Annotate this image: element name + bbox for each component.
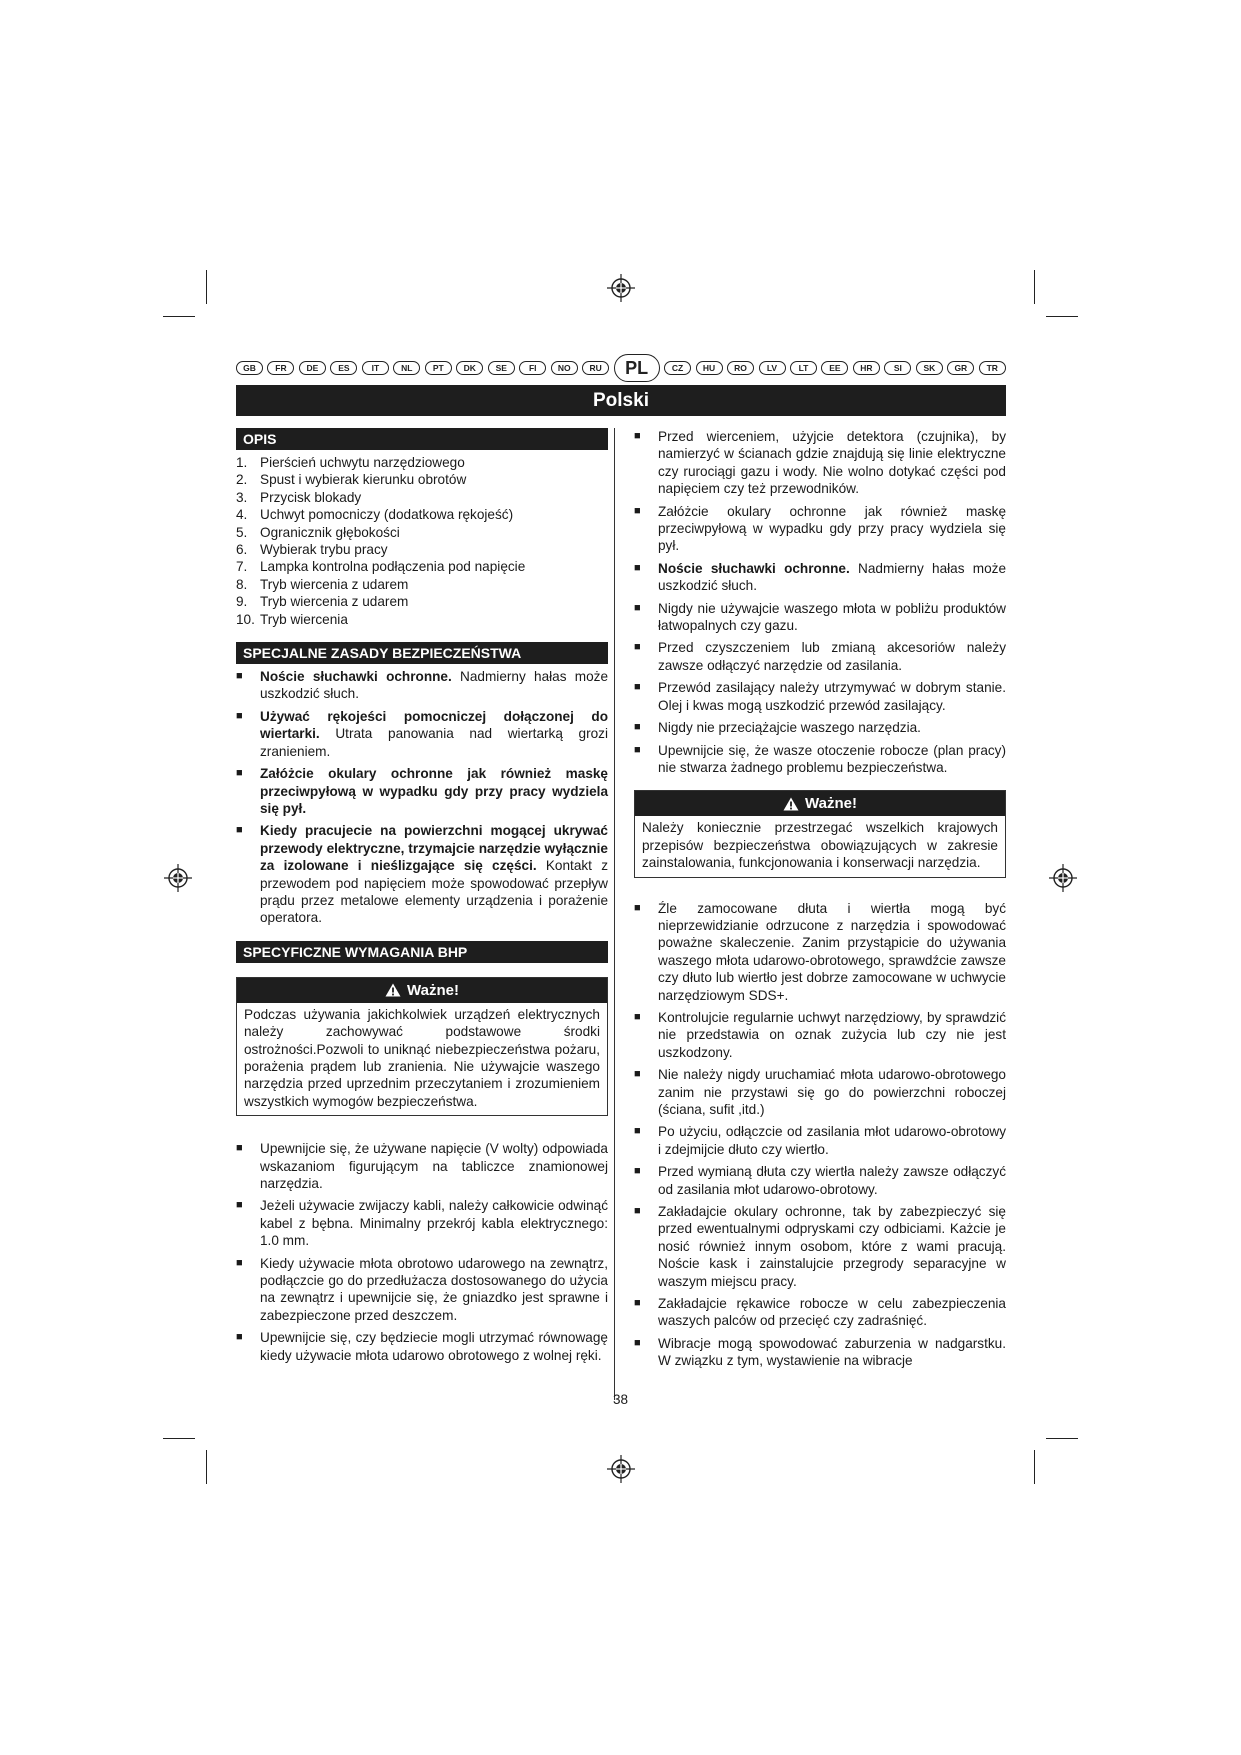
list-item: 2. Spust i wybierak kierunku obrotów [236,472,467,488]
language-pill: GB [236,361,263,375]
page-title: Polski [236,385,1006,416]
list-item: ■ Kiedy używacie młota obrotowo udarowego na zewnątrz, podłączcie go do przedłużacza dostosowanego do użycia na zewnątrz i upewnijcie się, że gniazdko jest sprawne i zabezpieczone przed deszczem. [236,1255,608,1323]
language-bar [236,354,1006,382]
column-divider [614,428,615,1400]
section-heading-special-rules: SPECJALNE ZASADY BEZPIECZEŃSTWA [236,642,608,664]
language-pill: CZ [664,361,691,375]
registration-mark-icon [607,274,635,302]
list-item: ■ Nie należy nigdy uruchamiać młota udarowo-obrotowego zanim nie przystawi się go do powierzchni roboczej (ściana, sufit ,itd.) [634,1067,1006,1117]
list-item: ■ Upewnijcie się, czy będziecie mogli utrzymać równowagę kiedy używacie młota udarowo obrotowego z wolnej ręki. [236,1330,608,1363]
list-item: 9. Tryb wiercenia z udarem [236,594,409,610]
list-item: 7. Lampka kontrolna podłączenia pod napięcie [236,559,526,575]
registration-mark-icon [1049,864,1077,892]
language-pill: PT [425,361,452,375]
crop-mark [1034,1450,1035,1484]
language-pill: DE [299,361,326,375]
language-pill: ES [330,361,357,375]
language-pill: HU [696,361,723,375]
list-item: ■ Kontrolujcie regularnie uchwyt narzędziowy, by sprawdzić nie przedstawia on oznak zużycia lub czy nie jest uszkodzony. [634,1009,1006,1060]
list-item: ■ Upewnijcie się, że używane napięcie (V wolty) odpowiada wskazaniom figurującym na tabliczce znamionowej narzędzia. [236,1141,608,1191]
list-item: 8. Tryb wiercenia z udarem [236,576,409,592]
list-item: ■ Źle zamocowane dłuta i wiertła mogą być nieprzewidzianie odrzucone z narzędzia i spowodować poważne skaleczenie. Zanim przystąpicie do używania waszego młota udarowo-obrotowego, sprawdźcie zawsze czy dłuto lub wiertło jest dobrze zamocowane w uchwycie narzędziowym SDS+. [634,900,1006,1003]
list-item: ■ Przed czyszczeniem lub zmianą akcesoriów należy zawsze odłączyć narzędzie od zasilania. [634,640,1006,673]
page-number: 38 [612,1392,629,1407]
section-heading-bhp: SPECYFICZNE WYMAGANIA BHP [236,941,608,963]
language-pill: EE [821,361,848,375]
list-item: ■ Przewód zasilający należy utrzymywać w dobrym stanie. Olej i kwas mogą uszkodzić przewód zasilający. [634,680,1006,713]
list-item: ■ Zakładajcie okulary ochronne, tak by zabezpieczyć się przed ewentualnymi odpryskami czy odbiciami. Każcie je nosić również innym osobom, które z wami pracują. Noście kask i zainstalujcie przegrody separacyjne w waszym miejscu pracy. [634,1204,1006,1289]
warning-box [634,790,1006,877]
list-item: 4. Uchwyt pomocniczy (dodatkowa rękojeść) [236,507,514,523]
warning-title: Ważne! [805,795,857,813]
crop-mark [206,1450,207,1484]
list-item: ■ Załóżcie okulary ochronne jak również maskę przeciwpyłową w wypadku gdy przy pracy wydziela się pył. [634,503,1006,554]
left-column [236,428,608,1369]
section-heading-opis: OPIS [236,428,608,450]
list-item: 10. Tryb wiercenia [236,611,348,627]
list-item: ■ Noście słuchawki ochronne. Nadmierny hałas może uszkodzić słuch. [634,560,1007,594]
list-item: ■ Wibracje mogą spowodować zaburzenia w nadgarstku. W związku z tym, wystawienie na wibracje [634,1335,1006,1369]
list-item: ■ Nigdy nie przeciążajcie waszego narzędzia. [634,720,921,736]
right-column [634,428,1006,1375]
list-item: ■ Przed wierceniem, użyjcie detektora (czujnika), by namierzyć w ścianach gdzie znajdują się linie elektryczne czy rurociągi gazu i wody. Nie wolno dotykać części pod napięciem czy też przewodników. [634,429,1006,497]
registration-mark-icon [607,1455,635,1483]
language-pill: NO [551,361,578,375]
list-item: ■ Upewnijcie się, że wasze otoczenie robocze (plan pracy) nie stwarza żadnego problemu bezpieczeństwa. [634,742,1006,775]
language-pill: SI [884,361,911,375]
warning-icon [385,983,401,997]
language-pill: TR [979,361,1006,375]
list-item: 3. Przycisk blokady [236,489,362,505]
language-pill: RU [582,361,609,375]
warning-text: Podczas używania jakichkolwiek urządzeń elektrycznych należy zachowywać podstawowe środki ostrożności.Pozwoli to uniknąć niebezpieczeństwa pożaru, porażenia prądem lub zranienia. Nie używajcie waszego narzędzia przed uprzednim przeczytaniem i zrozumieniem wszystkich wymogów bezpieczeństwa. [244,1006,600,1109]
crop-mark [163,316,195,317]
list-item: ■ Jeżeli używacie zwijaczy kabli, należy całkowicie odwinąć kabel z bębna. Minimalny przekrój kabla elektrycznego: 1.0 mm. [236,1198,608,1249]
list-item: 1. Pierścień uchwytu narzędziowego [236,455,465,470]
parts-list [236,454,608,628]
language-pill: RO [727,361,754,375]
language-pill: GR [947,361,974,375]
crop-mark [206,270,207,304]
list-item: ■ Noście słuchawki ochronne. Nadmierny hałas może uszkodzić słuch. [236,669,609,702]
list-item: ■ Przed wymianą dłuta czy wiertła należy zawsze odłączyć od zasilania młot udarowo-obrotowy. [634,1164,1006,1197]
list-item: 6. Wybierak trybu pracy [236,542,388,558]
crop-mark [1046,316,1078,317]
warning-icon [783,797,799,811]
list-item: ■ Po użyciu, odłączcie od zasilania młot udarowo-obrotowy i zdejmijcie dłuto czy wiertło. [634,1124,1006,1157]
language-pill: HR [853,361,880,375]
safety-list-bottom [634,900,1006,1370]
language-pill: IT [362,361,389,375]
list-item: ■ Załóżcie okulary ochronne jak również maskę przeciwpyłową w wypadku gdy przy pracy wydziela się pył. [236,766,608,816]
crop-mark [1034,270,1035,304]
language-pill: SE [488,361,515,375]
language-pill: LV [759,361,786,375]
language-pill: FI [519,361,546,375]
language-pill: DK [456,361,483,375]
safety-list-top [634,428,1006,776]
crop-mark [163,1438,195,1439]
list-item: ■ Używać rękojeści pomocniczej dołączonej do wiertarki. Utrata panowania nad wiertarką grozi zranieniem. [236,708,608,759]
warning-text: Należy koniecznie przestrzegać wszelkich krajowych przepisów bezpieczeństwa obowiązujących w zakresie zainstalowania, funkcjonowania i konserwacji narzędzia. [642,820,998,871]
list-item: ■ Kiedy pracujecie na powierzchni mogącej ukrywać przewody elektryczne, trzymajcie narzędzie wyłącznie za izolowane i nieślizgające się części. Kontakt z przewodem pod napięciem może spowodować przepływ prądu przez metalowe elementy urządzenia i porażenie operatora. [236,823,608,926]
language-pill: SK [916,361,943,375]
warning-box [236,977,608,1116]
language-pill-active: PL [614,354,660,382]
list-item: 5. Ogranicznik głębokości [236,524,400,540]
bhp-list [236,1140,608,1364]
language-pill: NL [393,361,420,375]
list-item: ■ Zakładajcie rękawice robocze w celu zabezpieczenia waszych palców od przecięć czy zadraśnięć. [634,1296,1006,1329]
registration-mark-icon [164,864,192,892]
list-item: ■ Nigdy nie używajcie waszego młota w pobliżu produktów łatwopalnych czy gazu. [634,600,1006,634]
language-pill: LT [790,361,817,375]
language-pill: FR [267,361,294,375]
crop-mark [1046,1438,1078,1439]
warning-title: Ważne! [407,981,459,999]
special-rules-list [236,668,608,927]
